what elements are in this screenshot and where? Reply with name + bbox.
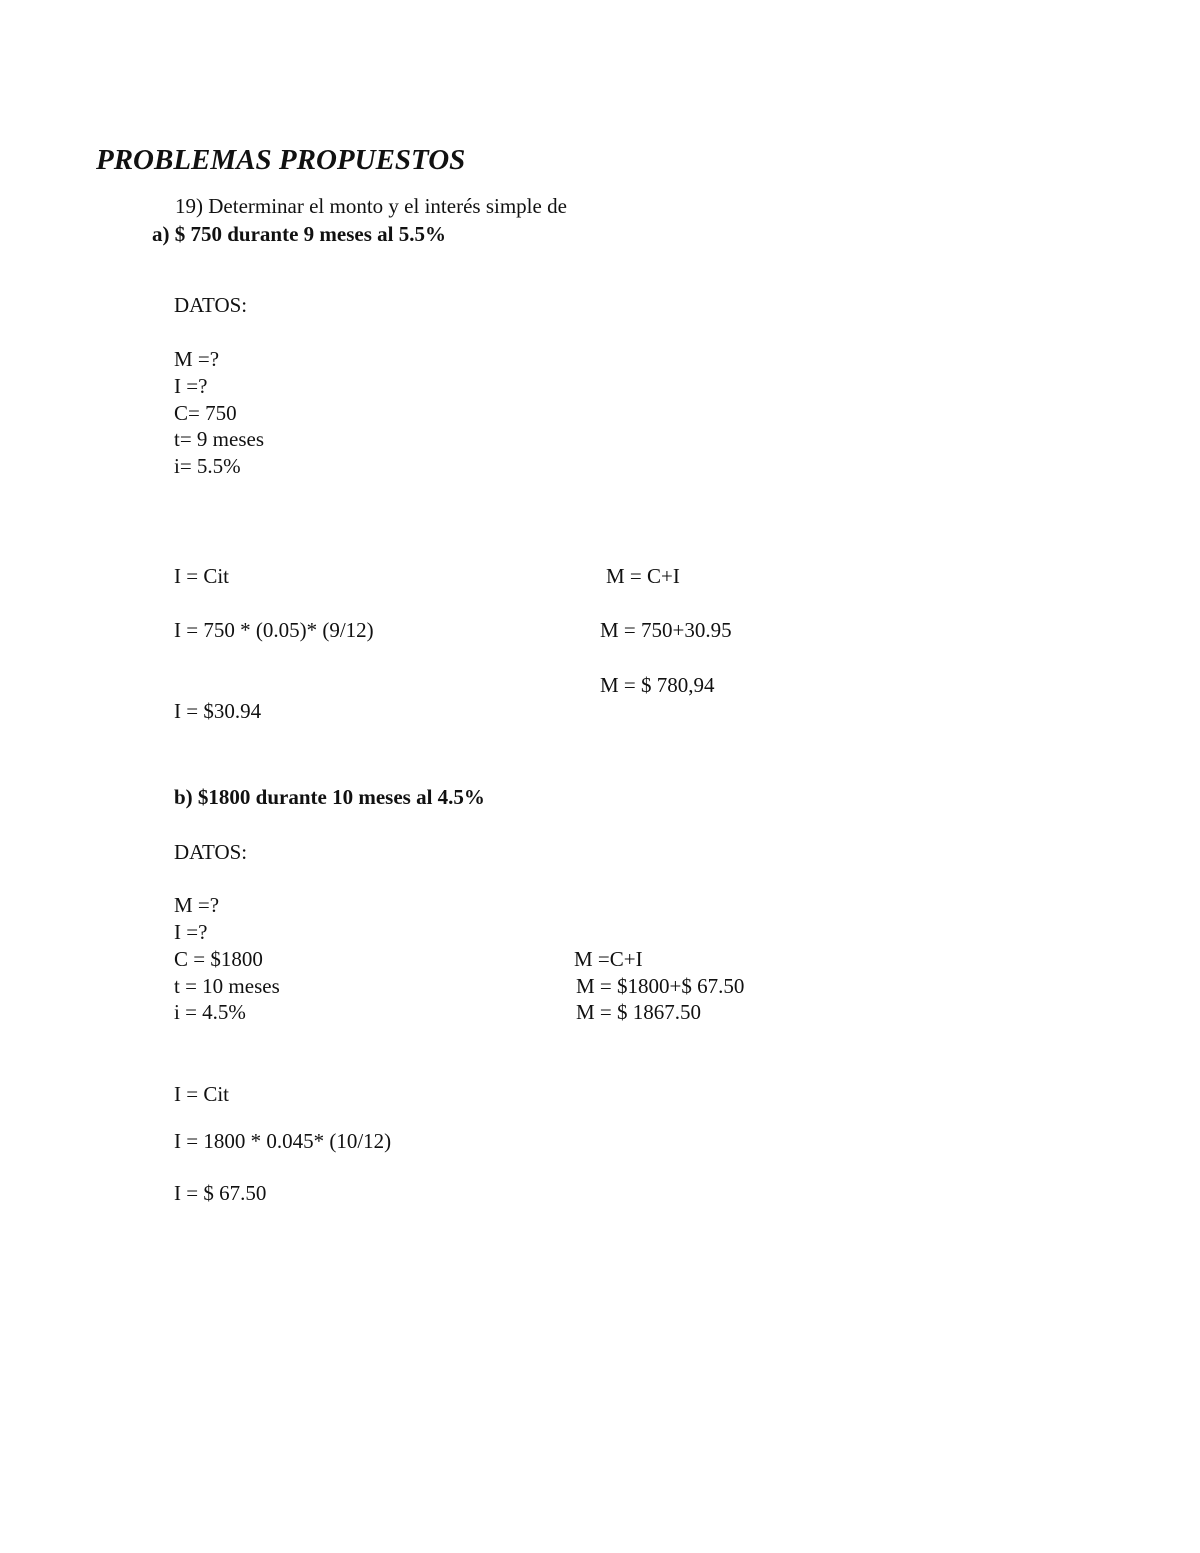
- part-a-dato-t: t= 9 meses: [174, 427, 264, 451]
- part-a-amount-formula: M = C+I: [606, 564, 680, 588]
- part-b-dato-i: I =?: [174, 920, 208, 944]
- part-a-heading: a) $ 750 durante 9 meses al 5.5%: [152, 222, 446, 246]
- problem-statement: 19) Determinar el monto y el interés simple de: [175, 194, 567, 218]
- part-b-dato-rate: i = 4.5%: [174, 1000, 246, 1024]
- part-a-dato-m: M =?: [174, 347, 220, 371]
- page-title: PROBLEMAS PROPUESTOS: [96, 144, 466, 176]
- part-a-dato-c: C= 750: [174, 401, 237, 425]
- part-b-dato-c: C = $1800: [174, 947, 263, 971]
- part-b-interest-formula: I = Cit: [174, 1082, 230, 1106]
- part-b-datos-label: DATOS:: [174, 840, 248, 864]
- part-b-heading: b) $1800 durante 10 meses al 4.5%: [174, 785, 485, 809]
- part-a-interest-result: I = $30.94: [174, 699, 262, 723]
- part-a-datos-label: DATOS:: [174, 293, 248, 317]
- part-b-amount-formula: M =C+I: [574, 947, 643, 971]
- part-b-amount-result: M = $ 1867.50: [576, 1000, 702, 1024]
- part-b-dato-m: M =?: [174, 893, 220, 917]
- part-a-dato-rate: i= 5.5%: [174, 454, 241, 478]
- part-b-dato-t: t = 10 meses: [174, 974, 280, 998]
- part-b-interest-result: I = $ 67.50: [174, 1181, 267, 1205]
- part-a-amount-substitution: M = 750+30.95: [600, 618, 732, 642]
- part-b-amount-substitution: M = $1800+$ 67.50: [576, 974, 745, 998]
- part-a-amount-result: M = $ 780,94: [600, 673, 715, 697]
- part-a-interest-substitution: I = 750 * (0.05)* (9/12): [174, 618, 374, 642]
- part-b-interest-substitution: I = 1800 * 0.045* (10/12): [174, 1129, 392, 1153]
- part-a-dato-i: I =?: [174, 374, 208, 398]
- part-a-interest-formula: I = Cit: [174, 564, 230, 588]
